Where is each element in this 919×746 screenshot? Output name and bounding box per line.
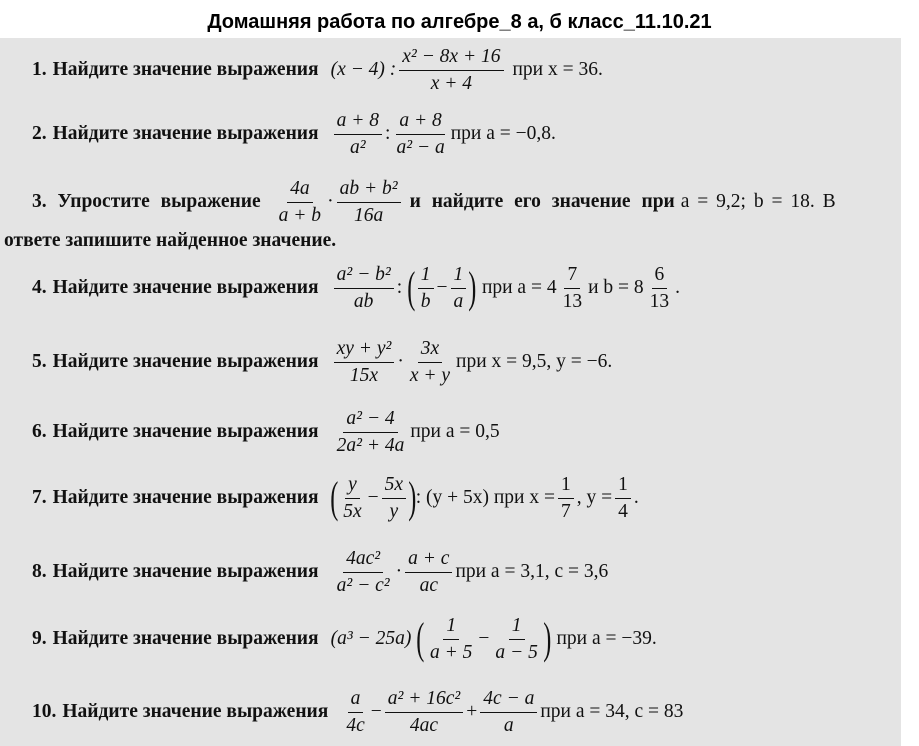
numerator: 1 [443, 615, 459, 640]
fraction [560, 264, 586, 313]
condition: при a = 0,5 [410, 421, 500, 443]
task-number: 9. [32, 628, 47, 650]
denominator: a² − a [396, 136, 445, 158]
task-3: 3 . Упростите выражение $\frac{4a}{a + b}$ · $\frac{\text{ab + b²}}{16a}$ и найдите его значение при a = 9,2; b = 18. В [32, 178, 836, 226]
fraction [405, 548, 452, 597]
task-label: Найдите значение выражения [52, 561, 319, 583]
condition: : (y + 5x) при x = [415, 487, 555, 509]
fraction [480, 688, 537, 737]
task-8: 8. Найдите значение выражения $\frac{\text{4ac²}}{\text{a² − c²}}$ · $\frac{a + c}{ac}$ при a = 3,1, c = 3,6 [32, 548, 609, 596]
task-number: 6. [32, 421, 47, 443]
denominator: 4c [346, 714, 365, 736]
fraction [418, 264, 434, 313]
fraction [343, 688, 367, 737]
fraction [276, 178, 324, 227]
fraction [337, 178, 401, 227]
task-number: 2. [32, 123, 47, 145]
numerator: 3x [418, 338, 442, 363]
task-6 [32, 408, 500, 457]
numerator: xy + y² [334, 338, 395, 363]
denominator: 5x [343, 500, 362, 522]
condition: при a = 34, c = 83 [540, 701, 684, 723]
task-4: 4. Найдите значение выражения $\frac{\text{a² − b²}}{ab}$ : ( $\frac{1}{b}$ − $\frac{1}{a}$ ) при a = 4 $\frac{7}{13}$ и b = 8 $\frac{6}{13}$ . [32, 263, 681, 313]
task-3-continuation: ответе запишите найденное значение. [4, 230, 337, 251]
numerator: a [348, 688, 364, 713]
fraction [340, 474, 364, 523]
fraction [334, 548, 393, 597]
task-label: Найдите значение выражения [52, 277, 319, 299]
task-label: Найдите значение выражения [52, 351, 319, 373]
fraction [334, 110, 382, 159]
fraction [615, 474, 631, 523]
task-number: 1. [32, 59, 47, 81]
denominator: a [453, 290, 464, 312]
denominator: 4ac [409, 714, 439, 736]
numerator: x² − 8x + 16 [399, 46, 503, 71]
numerator: 1 [558, 474, 574, 499]
denominator: a² − c² [336, 574, 390, 596]
task-number: 10. [32, 701, 57, 723]
denominator: 16a [353, 204, 384, 226]
numerator: 1 [451, 264, 467, 289]
fraction [492, 615, 540, 664]
denominator: a − 5 [495, 641, 538, 663]
fraction [558, 474, 574, 523]
numerator: a + c [405, 548, 452, 573]
fraction [427, 615, 475, 664]
task-label: Найдите значение выражения [52, 59, 319, 81]
fraction [393, 110, 447, 159]
task-1 [32, 46, 603, 95]
task-number: 8. [32, 561, 47, 583]
expression-part: (a³ − 25a) [330, 628, 412, 650]
numerator: a² − 4 [343, 408, 397, 433]
numerator: a + 8 [396, 110, 444, 135]
task-label: . Упростите выражение [41, 191, 261, 213]
denominator: x + 4 [430, 72, 473, 94]
task-label: Найдите значение выражения [52, 123, 319, 145]
task-number: 5. [32, 351, 47, 373]
numerator: a² + 16c² [385, 688, 464, 713]
condition: . [633, 487, 639, 509]
task-5: 5. Найдите значение выражения $\frac{\text{xy + y²}}{15x}$ · $\frac{3x}{x + y}$ при x = 9,5, y = −6. [32, 338, 613, 386]
fraction [334, 338, 395, 387]
fraction [334, 408, 408, 457]
fraction [407, 338, 453, 387]
numerator: a + 8 [334, 110, 382, 135]
task-9: 9. Найдите значение выражения (a³ − 25a) ( $\frac{1}{a + 5}$ − $\frac{1}{a - 5}$ ) при a = −39. [32, 614, 657, 664]
numerator: y [345, 474, 360, 499]
denominator: 2a² + 4a [336, 434, 405, 456]
task-2 [32, 110, 556, 159]
denominator: a + b [278, 204, 322, 226]
expression-part: (x − 4) : [330, 59, 397, 81]
fraction [647, 264, 673, 313]
numerator: 5x [382, 474, 406, 499]
condition: при a = 4 [481, 277, 557, 299]
numerator: 4ac² [343, 548, 383, 573]
condition: при x = 9,5, y = −6. [456, 351, 613, 373]
fraction [399, 46, 503, 95]
condition: при a = −0,8. [450, 123, 556, 145]
task-label: Найдите значение выражения [52, 421, 319, 443]
task-label: Найдите значение выражения [62, 701, 329, 723]
condition: и b = 8 [588, 277, 644, 299]
numerator: 6 [652, 264, 668, 289]
numerator: ab + b² [337, 178, 401, 203]
task-label: Найдите значение выражения [52, 628, 319, 650]
numerator: 1 [615, 474, 631, 499]
numerator: a² − b² [334, 264, 394, 289]
task-label: Найдите значение выражения [52, 487, 319, 509]
numerator: 7 [564, 264, 580, 289]
task-7: 7. Найдите значение выражения ( $\frac{y}{5x}$ − $\frac{5x}{y}$ ) : (y + 5x) при x = $\frac{1}{7}$ , y = $\frac{1}{4}$ . [32, 473, 639, 523]
operator: : [396, 277, 403, 299]
operator: : [385, 123, 391, 145]
denominator: ac [419, 574, 438, 596]
numerator: 1 [418, 264, 434, 289]
task-number: 3 [32, 191, 42, 213]
fraction [385, 688, 464, 737]
page-title: Домашняя работа по алгебре_8 а, б класс_11.10.21 [0, 0, 919, 38]
condition: , y = [576, 487, 613, 509]
numerator: 4a [287, 178, 313, 203]
denominator: 7 [561, 500, 571, 522]
task-number: 4. [32, 277, 47, 299]
fraction [382, 474, 406, 523]
fraction [334, 264, 394, 313]
condition: при a = 3,1, c = 3,6 [455, 561, 609, 583]
denominator: 4 [618, 500, 628, 522]
condition: . [675, 277, 681, 299]
homework-sheet [0, 38, 901, 746]
condition: при a = −39. [556, 628, 657, 650]
denominator: 15x [349, 364, 379, 386]
numerator: 1 [509, 615, 525, 640]
denominator: 13 [562, 290, 583, 312]
denominator: x + y [409, 364, 451, 386]
denominator: a² [350, 136, 366, 158]
task-10: 10. Найдите значение выражения $\frac{a}{4c}$ − $\frac{\text{a² + 16c²}}{4ac}$ + $\frac{4c - a}{a}$ при a = 34, c = 83 [32, 688, 684, 736]
denominator: b [420, 290, 431, 312]
denominator: ab [353, 290, 374, 312]
denominator: a [503, 714, 514, 736]
denominator: 13 [649, 290, 670, 312]
denominator: y [389, 500, 399, 522]
condition: a = 9,2; b = 18. В [680, 191, 836, 213]
task-text: и найдите его значение при [409, 191, 675, 213]
fraction [451, 264, 467, 313]
task-number: 7. [32, 487, 47, 509]
denominator: a + 5 [430, 641, 473, 663]
condition: при x = 36. [512, 59, 603, 81]
numerator: 4c − a [480, 688, 537, 713]
